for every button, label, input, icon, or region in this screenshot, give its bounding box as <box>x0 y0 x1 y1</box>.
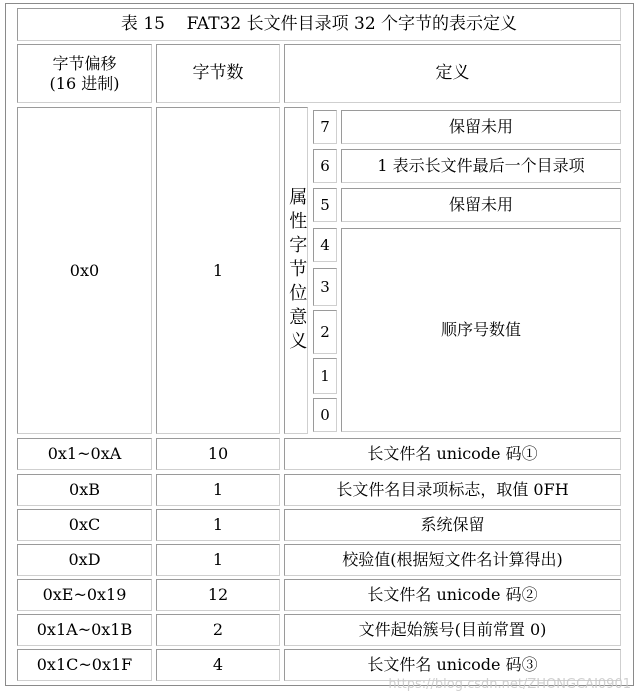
bit6-meaning: 1 表示长文件最后一个目录项 <box>341 149 621 183</box>
table-row-offset: 0xE~0x19 <box>17 579 152 611</box>
table-row-offset: 0xC <box>17 509 152 541</box>
bit5-meaning: 保留未用 <box>341 188 621 222</box>
header-definition: 定义 <box>284 44 621 103</box>
table-row-definition: 系统保留 <box>284 509 621 541</box>
table-row-definition: 文件起始簇号(目前常置 0) <box>284 614 621 646</box>
table-row-offset: 0xD <box>17 544 152 576</box>
table-row-definition: 长文件名 unicode 码① <box>284 438 621 470</box>
table-caption: 表 15 FAT32 长文件目录项 32 个字节的表示定义 <box>17 8 621 41</box>
table-row-offset: 0x1C~0x1F <box>17 649 152 681</box>
table-row-count: 1 <box>156 509 280 541</box>
table-row-count: 2 <box>156 614 280 646</box>
bit7-meaning: 保留未用 <box>341 110 621 144</box>
attr-label: 属性字节位意义 <box>284 107 308 434</box>
watermark-text: https://blog.csdn.net/ZHONGCAI0901 <box>388 677 631 692</box>
table-row-count: 1 <box>156 544 280 576</box>
bits4to0-meaning: 顺序号数值 <box>341 228 621 432</box>
table-row-count: 1 <box>156 474 280 506</box>
bit-cell: 7 <box>313 110 337 144</box>
bit-cell: 0 <box>313 398 337 432</box>
header-offset: 字节偏移 (16 进制) <box>17 44 152 103</box>
table-row-definition: 长文件名 unicode 码② <box>284 579 621 611</box>
table-row-definition: 长文件名 unicode 码③ <box>284 649 621 681</box>
table-row-offset: 0x1~0xA <box>17 438 152 470</box>
table-row-definition: 长文件名目录项标志，取值 0FH <box>284 474 621 506</box>
table-row-definition: 校验值(根据短文件名计算得出) <box>284 544 621 576</box>
attr-row-offset: 0x0 <box>17 107 152 434</box>
attr-row-count: 1 <box>156 107 280 434</box>
table-row-offset: 0xB <box>17 474 152 506</box>
header-count: 字节数 <box>156 44 280 103</box>
bit-cell: 4 <box>313 228 337 262</box>
table-row-count: 4 <box>156 649 280 681</box>
table-row-offset: 0x1A~0x1B <box>17 614 152 646</box>
bit-cell: 5 <box>313 188 337 222</box>
table-row-count: 10 <box>156 438 280 470</box>
bit-cell: 2 <box>313 310 337 354</box>
table-row-count: 12 <box>156 579 280 611</box>
bit-cell: 1 <box>313 358 337 394</box>
bit-cell: 6 <box>313 149 337 183</box>
bit-cell: 3 <box>313 268 337 306</box>
